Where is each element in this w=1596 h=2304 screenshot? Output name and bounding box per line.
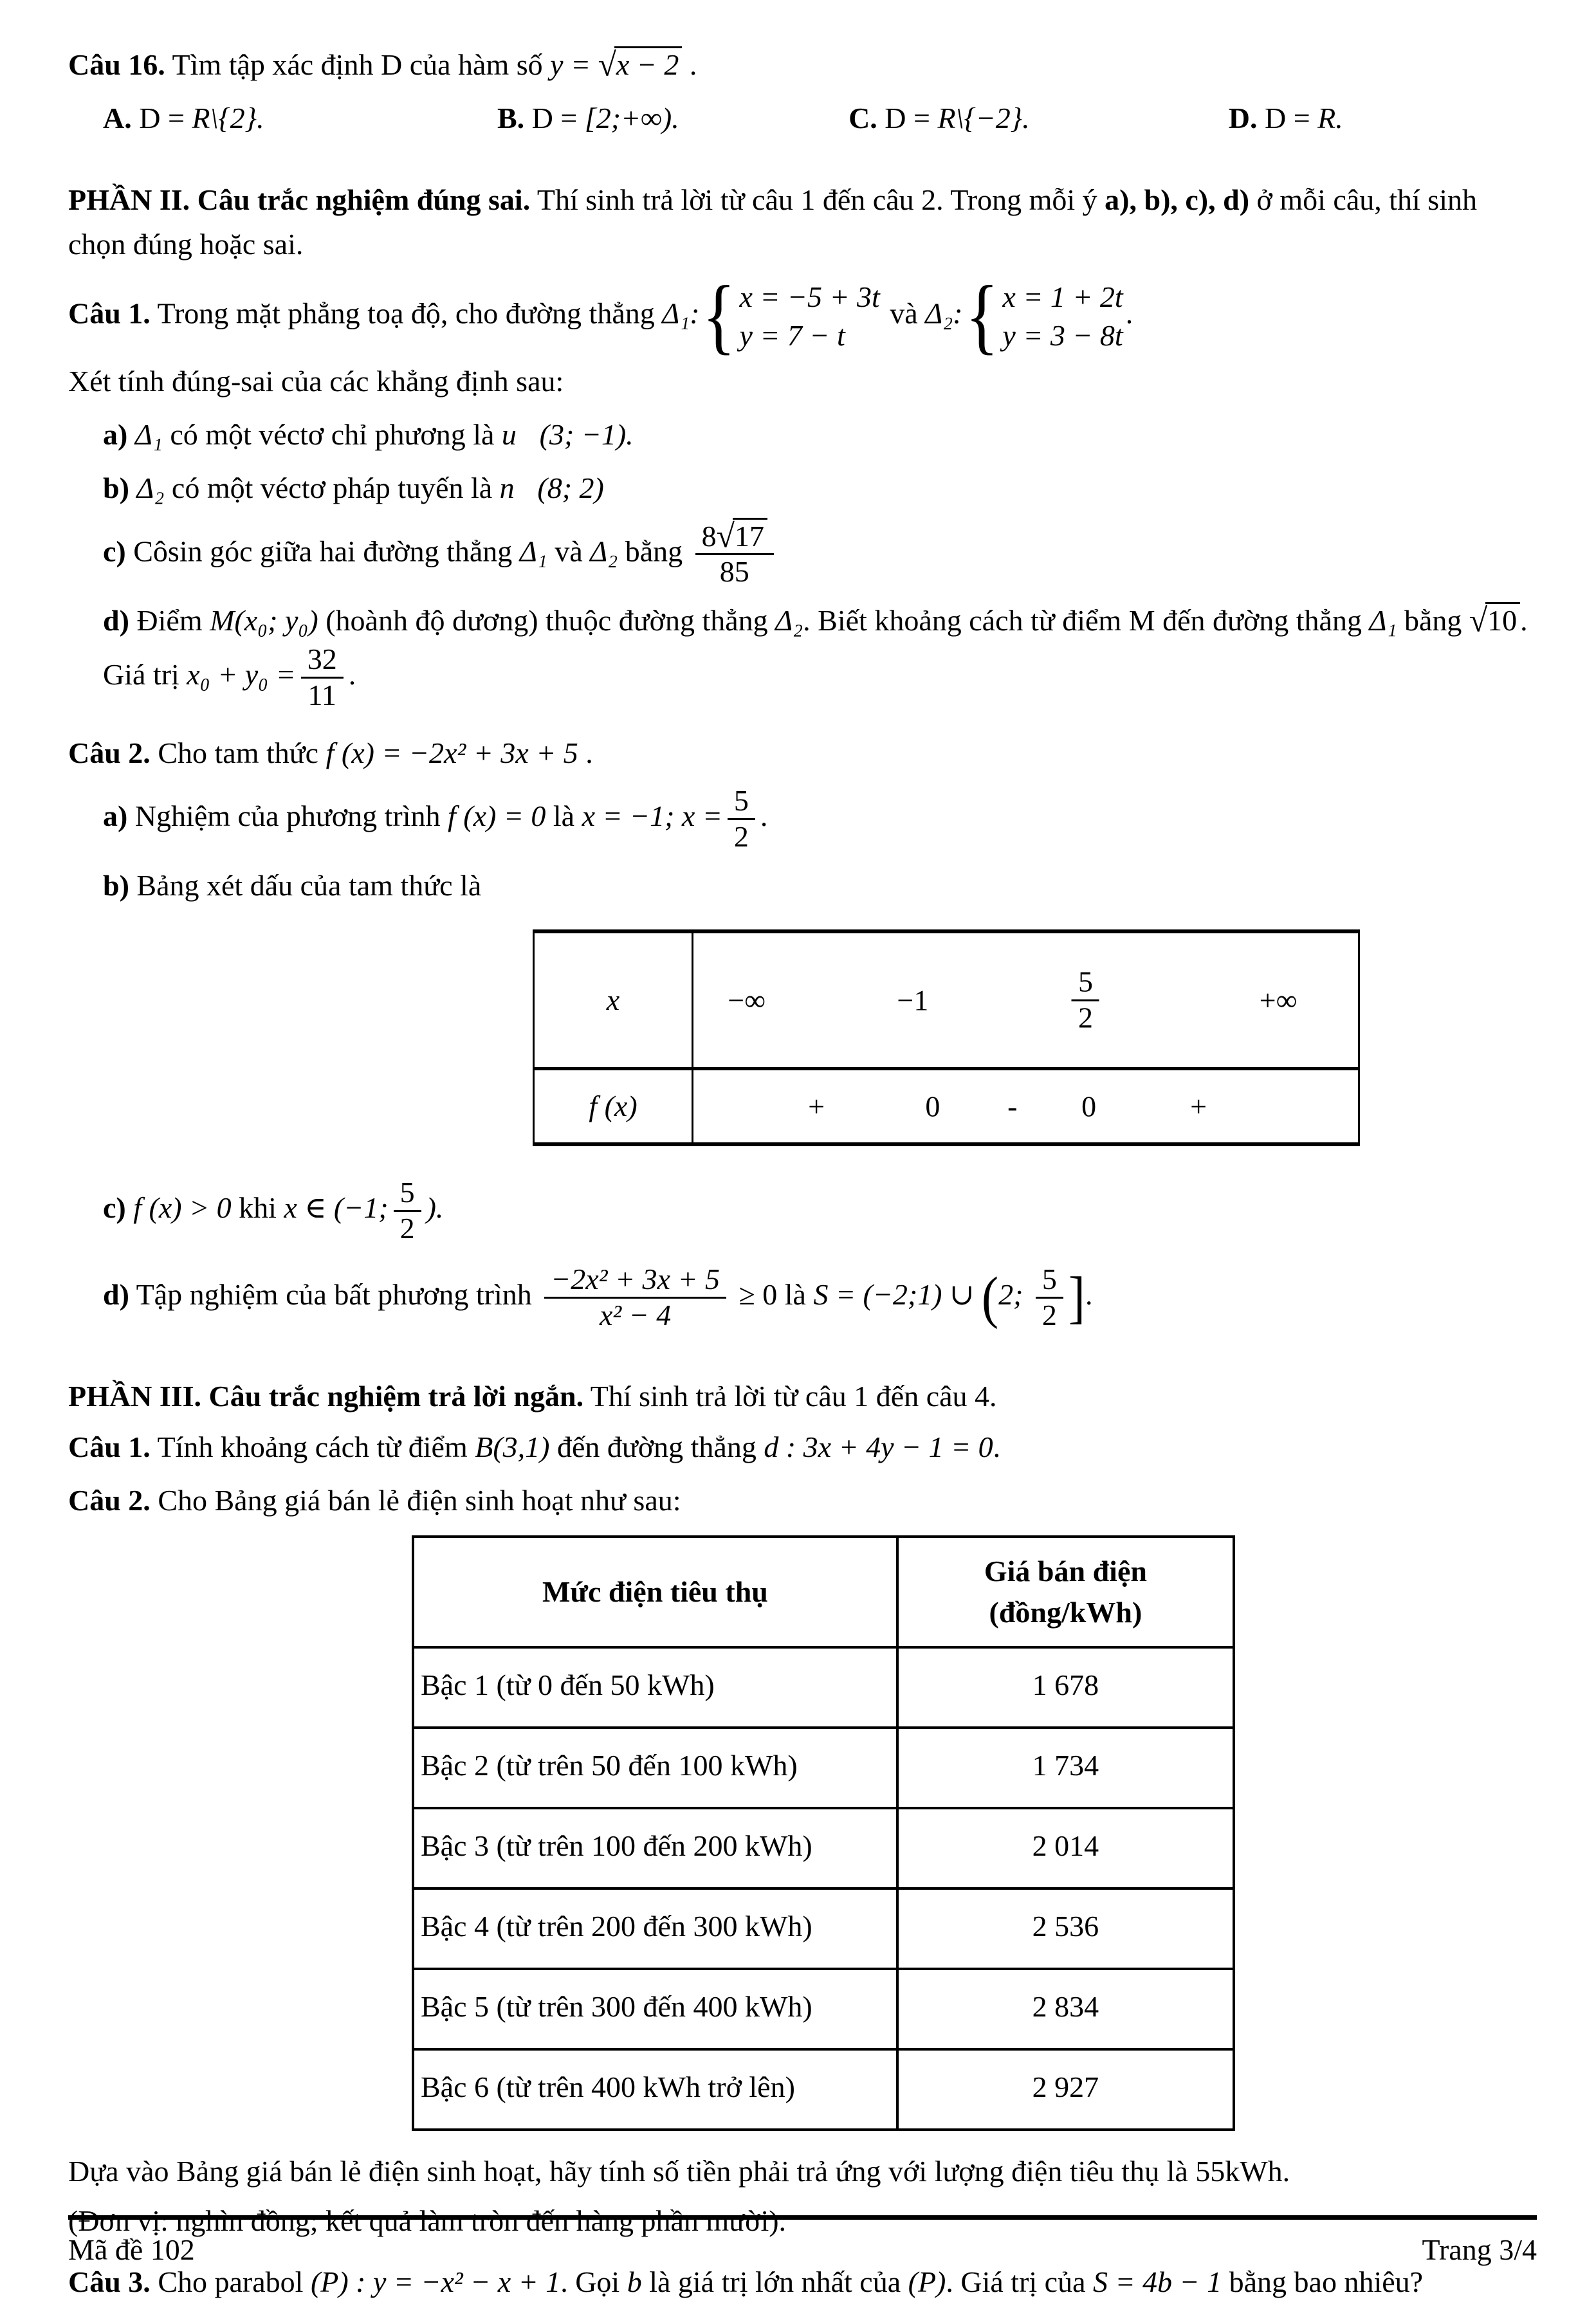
option-b-value: [2;+∞). [584,102,679,134]
radical-sign: √ [598,46,616,84]
delta1-symbol: Δ₁: [662,297,700,330]
sign-table-row-fx [535,1067,1358,1142]
price-table-row [413,1808,1234,1888]
sentence-end: . [993,1430,1001,1463]
option-b-lhs: D = [524,102,585,134]
part3-instructions: Thí sinh trả lời từ câu 1 đến câu 4. [583,1379,997,1413]
option-c-lhs: D = [877,102,938,134]
value-fraction [301,643,344,713]
answer-options [68,96,1537,140]
statement-a-label: a) [103,800,128,833]
part3-q2 [68,1478,1537,1522]
part2-q2-statement-d: d) Tập nghiệm của bất phương trình $\frac{\text{−2x² + 3x + 5}}{\text{x² − 4}}$ ≥ 0 là S = (−2;1) ∪ (2; $\frac{5}{2}$ ]. [103,1262,1093,1331]
sentence-end: . [348,658,356,691]
equation-fx0: f (x) = 0 [448,800,546,833]
sum-expression: x₀ + y₀ = [187,658,296,691]
roots-expression: x = −1; x = [582,800,722,833]
option-a-value: R\{2}. [192,102,264,134]
part2-heading [68,178,1537,266]
option-b [497,96,848,140]
part2-q2-statement-b [68,863,1537,908]
system1-eq-y: y = 7 − t [739,318,845,352]
statement-d-text-2: (hoành độ dương) thuộc đường thẳng [318,604,776,637]
option-d-lhs: D = [1257,102,1318,134]
tier-price: 2 536 [897,1888,1234,1969]
price-table-header-row [413,1537,1234,1648]
part2-q1-statement-c [68,519,1537,590]
delta2-symbol: Δ₂ [129,471,165,504]
fraction-denominator: 85 [719,555,749,589]
part2-q1-statement-d [68,598,1537,713]
system1-eq-x: x = −5 + 3t [739,280,880,313]
price-table-row [413,1647,1234,1728]
part2-q2-text: Cho tam thức [150,736,326,770]
sign-table-row-x [535,933,1358,1067]
part2-q2-statement-a [68,784,1537,854]
parametric-system-2 [965,269,1123,363]
fraction-denominator: 2 [1041,1298,1057,1331]
question-16-text-2: của hàm số [402,48,551,81]
fraction-denominator: 2 [1078,1001,1093,1034]
parametric-system-1 [702,269,880,363]
conjunction-va: và [547,535,591,568]
cosine-fraction [695,519,774,590]
statement-d-text-5: . Giá trị [103,604,1528,691]
statement-d-text-3: . Biết khoảng cách từ điểm M đến đường thẳng [803,604,1370,637]
statement-c-text: Côsin góc giữa hai đường thẳng [125,535,520,568]
quadratic-formula: f (x) = −2x² + 3x + 5 [326,736,578,770]
price-table-row [413,2049,1234,2130]
exam-code: Mã đề 102 [68,2233,195,2267]
rational-fraction [544,1263,726,1333]
sign-cell: 0 [1081,1090,1097,1123]
sign-cell: + [808,1090,825,1123]
statement-c-label: c) [103,535,126,568]
part3-q3-text-2: . Gọi [560,2265,627,2299]
statement-b-label: b) [103,868,129,902]
part3-q1-text-2: đến đường thẳng [549,1430,764,1463]
option-d-value: R. [1317,102,1343,134]
statement-b-text: có một véctơ pháp tuyến là [164,471,500,504]
x-root-1: −1 [897,983,929,1017]
root-fraction [728,784,755,854]
statement-d-text-4: bằng [1397,604,1469,637]
part3-q3-text-3: là giá trị lớn nhất của [641,2265,908,2299]
option-c [848,96,1229,140]
part2-q1-label: Câu 1. [68,297,151,330]
line-equation: d : 3x + 4y − 1 = 0 [764,1430,993,1463]
sqrt-expression [717,520,767,553]
sign-cell: + [1190,1090,1207,1123]
fraction-numerator: −2x² + 3x + 5 [544,1263,726,1299]
statement-b-text: Bảng xét dấu của tam thức là [129,868,482,902]
delta1-symbol: Δ₁ [1369,604,1397,637]
left-brace: { [965,269,999,363]
statement-d-label: d) [103,1277,129,1311]
delta1-symbol: Δ₁ [127,417,163,451]
part2-q1-text: Trong mặt phẳng toạ độ, cho đường thẳng [150,297,663,330]
price-table [412,1535,1235,2132]
statement-a-text: Nghiệm của phương trình [127,800,448,833]
question-16 [68,42,1537,87]
statement-c-text-2: bằng [618,535,690,568]
part2-instructions-2: ở mỗi câu, thí sinh chọn đúng hoặc sai. [68,183,1477,261]
sentence-end: . [1085,1277,1093,1311]
statement-b-label: b) [103,471,129,504]
function-formula [550,46,682,84]
delta2-symbol: Δ₂ [775,604,803,637]
price-table-row [413,1888,1234,1969]
page-footer [68,2215,1537,2272]
delta2-symbol: Δ₂ [590,535,618,568]
part2-q1-statement-b [68,466,1537,510]
option-a-label: A. [103,102,132,134]
tier-level: Bậc 1 (từ 0 đến 50 kWh) [413,1647,897,1728]
fraction-denominator: 2 [399,1211,415,1245]
option-a [103,96,497,140]
tier-level: Bậc 3 (từ trên 100 đến 200 kWh) [413,1808,897,1888]
left-brace: { [702,269,736,363]
radicand: 17 [733,518,767,553]
radical-sign: √ [1469,602,1488,639]
part3-q3-text-5: bằng bao nhiêu? [1222,2265,1424,2299]
radicand: x − 2 [614,46,682,81]
formula-lhs: y = [550,48,591,81]
sign-table-x-label: x [535,933,693,1067]
fraction-numerator: 5 [1036,1263,1063,1299]
interval-expression: x ∈ (−1; [284,1191,389,1224]
part3-heading [68,1374,1537,1418]
check-statements-text: Xét tính đúng-sai của các khẳng định sau: [68,364,564,398]
price-table-row [413,1969,1234,2049]
fraction-numerator: 5 [394,1176,421,1212]
statement-a-text-2: là [546,800,582,833]
option-c-value: R\{−2}. [937,102,1030,134]
part2-instructions: Thí sinh trả lời từ câu 1 đến câu 2. Trong mỗi ý [530,183,1105,216]
option-d [1229,96,1537,140]
sentence-end: . [578,736,593,770]
statement-a-label: a) [103,417,128,451]
solution-set: S = (−2;1) ∪ [813,1277,982,1311]
tier-price: 2 014 [897,1808,1234,1888]
variable-b: b [627,2265,642,2299]
sentence-end: . [760,800,768,833]
fraction-denominator: 2 [733,820,749,854]
price-table-header-level: Mức điện tiêu thụ [413,1537,897,1648]
sentence-end: . [682,48,697,81]
fraction-numerator-coef: 8 [701,519,717,553]
statement-c-label: c) [103,1191,126,1224]
price-question-note-2: (Đơn vị: nghìn đồng; kết quả làm tròn đến hàng phần mười). [68,2204,787,2238]
statement-d-text-2: ≥ 0 là [731,1277,814,1311]
statement-d-text: Tập nghiệm của bất phương trình [129,1277,540,1311]
vector-n: n⃗(8; 2) [499,471,604,504]
interval-fraction [1036,1263,1063,1333]
x-root-2-fraction [1072,965,1099,1036]
part2-q1-check-text [68,359,1537,403]
part3-q3-text: Cho parabol [150,2265,311,2299]
sign-cell: 0 [925,1090,940,1123]
tier-level: Bậc 6 (từ trên 400 kWh trở lên) [413,2049,897,2130]
fraction-numerator: 32 [301,643,344,679]
parabola-equation: (P) : y = −x² − x + 1 [310,2265,561,2299]
sign-table [533,929,1360,1146]
tier-level: Bậc 5 (từ trên 300 đến 400 kWh) [413,1969,897,2049]
conjunction-va: và [882,297,926,330]
sign-table-fx-label: f (x) [535,1070,693,1142]
question-16-text: Tìm tập xác định [165,48,381,81]
statement-a-text: có một véctơ chỉ phương là [162,417,502,451]
statement-c-text: khi [231,1191,284,1224]
vector-u: u⃗(3; −1). [501,417,634,451]
parabola-symbol: (P) [908,2265,946,2299]
part3-q2-label: Câu 2. [68,1483,151,1517]
part2-q2-statement-c [68,1176,1537,1246]
option-c-label: C. [848,102,877,134]
system2-eq-y: y = 3 − 8t [1002,318,1123,352]
statement-d-text: Điểm [129,604,210,637]
radical-sign: √ [716,518,735,555]
sqrt-10 [1469,604,1520,637]
part2-q2 [68,731,1537,775]
fraction-denominator: 11 [307,679,336,712]
question-16-label: Câu 16. [68,48,165,81]
statement-d-label: d) [103,604,129,637]
tier-level: Bậc 4 (từ trên 200 đến 300 kWh) [413,1888,897,1969]
sign-cell: - [1007,1090,1018,1123]
price-table-header-price [897,1537,1234,1648]
page-number: Trang 3/4 [1422,2233,1537,2267]
set-symbol-D: D [380,48,403,81]
price-table-row [413,1728,1234,1808]
delta1-symbol: Δ₁ [519,535,547,568]
radicand: 10 [1485,602,1520,637]
delta2-symbol: Δ₂: [925,297,963,330]
tier-level: Bậc 2 (từ trên 50 đến 100 kWh) [413,1728,897,1808]
part2-q2-label: Câu 2. [68,736,151,770]
option-b-label: B. [497,102,525,134]
part2-q1 [68,269,1537,363]
point-M: M(x₀; y₀) [210,604,318,637]
interval-start: 2; [998,1277,1031,1311]
point-B: B(3,1) [475,1430,550,1463]
fraction-denominator: x² − 4 [600,1298,672,1331]
fraction-numerator: 5 [1072,965,1099,1001]
part3-q1 [68,1425,1537,1469]
sentence-end: . [1125,297,1133,330]
part2-title: PHẦN II. Câu trắc nghiệm đúng sai. [68,183,531,216]
S-expression: S = 4b − 1 [1093,2265,1222,2299]
x-pos-infinity: +∞ [1259,983,1298,1017]
inequality-fx: f (x) > 0 [125,1191,232,1224]
tier-price: 2 927 [897,2049,1234,2130]
option-a-lhs: D = [131,102,192,134]
part3-q3-label: Câu 3. [68,2265,151,2299]
fraction-numerator: 5 [728,784,755,820]
tier-price: 2 834 [897,1969,1234,2049]
price-question-note-1: Dựa vào Bảng giá bán lẻ điện sinh hoạt, hãy tính số tiền phải trả ứng với lượng điện tiêu thụ là 55kWh. [68,2155,1290,2188]
part3-q3-text-4: . Giá trị của [946,2265,1094,2299]
option-d-label: D. [1228,102,1258,134]
part3-q1-label: Câu 1. [68,1430,151,1463]
header-price-line2: (đồng/kWh) [989,1595,1142,1629]
part3-q1-text: Tính khoảng cách từ điểm [150,1430,475,1463]
tier-price: 1 678 [897,1647,1234,1728]
system2-eq-x: x = 1 + 2t [1002,280,1123,313]
part2-q1-statement-a [68,412,1537,457]
part2-items-bold: a), b), c), d) [1105,183,1250,216]
part3-title: PHẦN III. Câu trắc nghiệm trả lời ngắn. [68,1379,584,1413]
part3-q2-text: Cho Bảng giá bán lẻ điện sinh hoạt như sau: [150,1483,681,1517]
sqrt-expression [598,46,683,84]
interval-fraction [394,1176,421,1246]
tier-price: 1 734 [897,1728,1234,1808]
sentence-end: ). [426,1191,444,1224]
x-neg-infinity: −∞ [728,983,766,1017]
header-price-line1: Giá bán điện [984,1554,1147,1587]
